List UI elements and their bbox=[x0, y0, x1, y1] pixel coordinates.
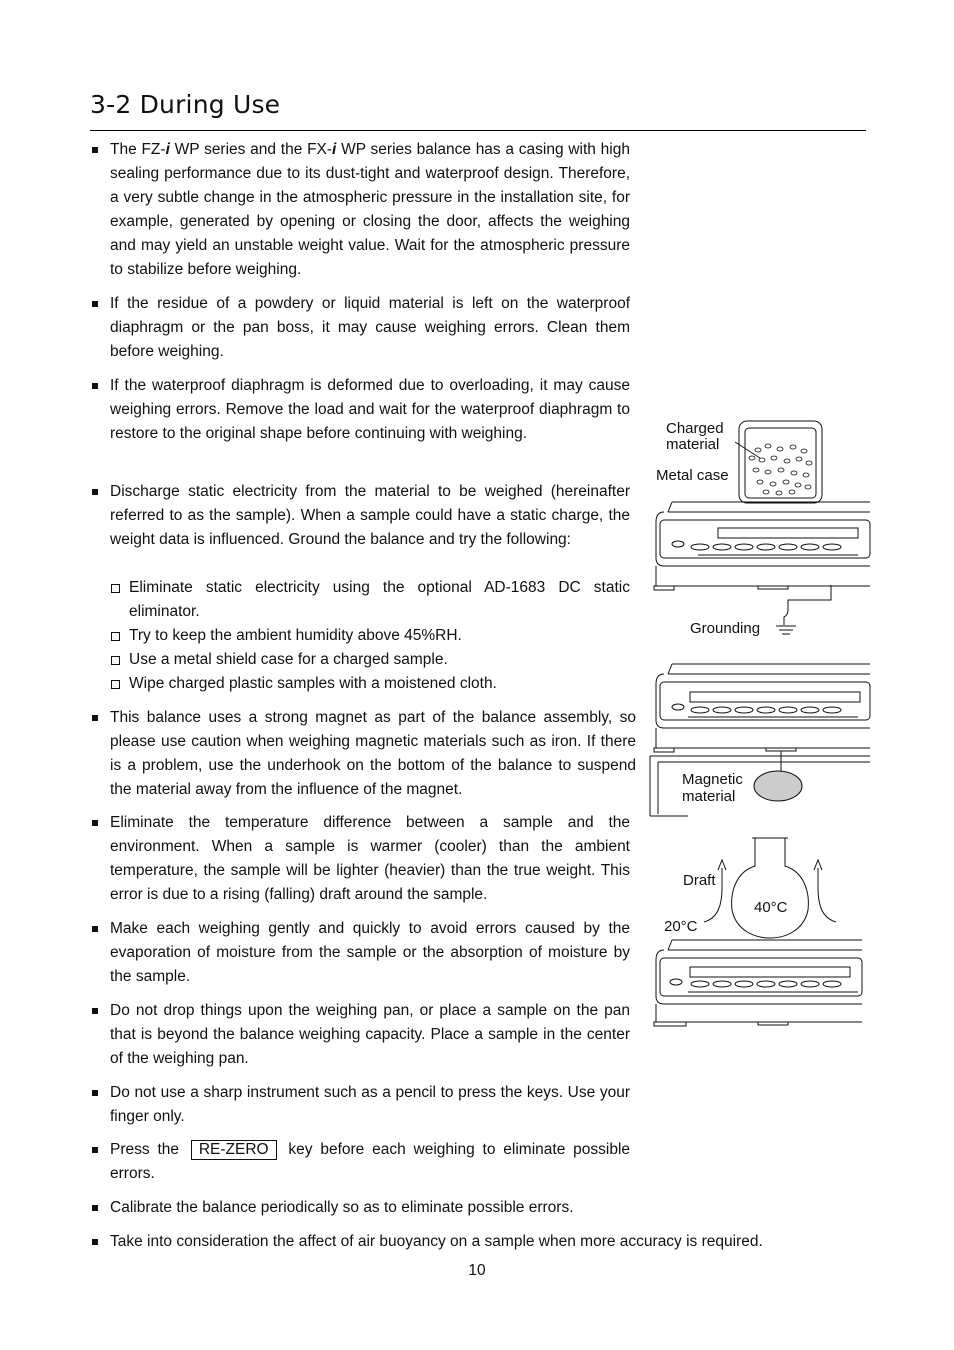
page-number: 10 bbox=[468, 1262, 486, 1279]
bullet-item bbox=[90, 374, 630, 446]
bullet-item bbox=[90, 1081, 630, 1129]
label-temp-ambient: 20°C bbox=[664, 918, 698, 935]
bullet-square bbox=[92, 301, 98, 307]
sub-item-text: Use a metal shield case for a charged sample. bbox=[129, 651, 448, 668]
bullet-item bbox=[90, 917, 630, 989]
bullet-square bbox=[92, 1090, 98, 1096]
label-metal-case: Metal case bbox=[656, 467, 729, 484]
balance-3 bbox=[654, 940, 862, 1026]
bullet-item bbox=[90, 999, 630, 1071]
bullet-text: Take into consideration the affect of air buoyancy on a sample when more accuracy is required. bbox=[110, 1233, 763, 1250]
label-charged-2: material bbox=[666, 436, 720, 453]
sub-item-text: Eliminate static electricity using the optional AD-1683 DC static eliminator. bbox=[129, 579, 630, 620]
label-draft: Draft bbox=[683, 872, 716, 889]
bullet-square bbox=[92, 926, 98, 932]
bullet-square bbox=[92, 383, 98, 389]
bullet-text-part: WP series and the FX- bbox=[169, 141, 333, 158]
bullet-item bbox=[90, 292, 630, 364]
bullet-square bbox=[92, 820, 98, 826]
bullet-text: Calibrate the balance periodically so as to eliminate possible errors. bbox=[110, 1199, 574, 1216]
bullet-text-part: WP series balance has a casing with high sealing performance due to its dust-tight and waterproof design. Therefore, a very subtle change in the atmospheric pressure in the installation site, for example, generated by opening or closing the door, affects the weighing and may yield an unstable weight value. Wait for the atmospheric pressure to stabilize before weighing. bbox=[110, 141, 630, 278]
bullet-text bbox=[110, 138, 630, 282]
bullet-text: This balance uses a strong magnet as part of the balance assembly, so please use caution when weighing magnetic materials such as iron. If there is a problem, use the underhook on the bottom of the balance to suspend the material away from the influence of the magnet. bbox=[110, 709, 636, 798]
bullet-text bbox=[110, 1138, 630, 1186]
sub-item bbox=[110, 576, 630, 624]
bullet-item bbox=[90, 706, 636, 802]
charged-particles bbox=[749, 444, 812, 495]
bullet-square bbox=[92, 147, 98, 153]
re-zero-key: RE-ZERO bbox=[191, 1140, 277, 1160]
bullet-text: If the waterproof diaphragm is deformed due to overloading, it may cause weighing errors. Remove the load and wait for the waterproof diaphragm to restore to the original shape before continuing with weighing. bbox=[110, 377, 630, 442]
sub-item bbox=[110, 672, 630, 696]
bullet-text: If the residue of a powdery or liquid material is left on the waterproof diaphragm or the pan boss, it may cause weighing errors. Clean them before weighing. bbox=[110, 295, 630, 360]
bullet-text: Do not drop things upon the weighing pan, or place a sample on the pan that is beyond the balance weighing capacity. Place a sample in the center of the weighing pan. bbox=[110, 1002, 630, 1067]
bullet-square bbox=[92, 1147, 98, 1153]
sub-item-text: Try to keep the ambient humidity above 45%RH. bbox=[129, 627, 462, 644]
bullet-item bbox=[90, 1230, 850, 1254]
metal-case-figure bbox=[735, 421, 822, 503]
bullet-square bbox=[92, 1239, 98, 1245]
sub-item-box bbox=[111, 632, 120, 641]
sub-item bbox=[110, 648, 630, 672]
italic-i: i bbox=[332, 141, 337, 158]
bullet-text-part: key before each weighing to eliminate possible errors. bbox=[110, 1141, 631, 1182]
sub-item-box bbox=[111, 680, 120, 689]
bullet-square bbox=[92, 1008, 98, 1014]
bullet-text-part: Press the bbox=[110, 1141, 179, 1158]
label-grounding: Grounding bbox=[690, 620, 761, 637]
bullet-text: Do not use a sharp instrument such as a pencil to press the keys. Use your finger only. bbox=[110, 1084, 630, 1125]
balance-1 bbox=[654, 502, 870, 634]
label-magnetic-2: material bbox=[682, 788, 736, 805]
bullet-item bbox=[90, 138, 630, 282]
sub-item-box bbox=[111, 656, 120, 665]
bullet-item bbox=[90, 811, 630, 907]
bullet-item bbox=[90, 1196, 850, 1220]
title-rule bbox=[90, 130, 866, 131]
bullet-square bbox=[92, 489, 98, 495]
sub-item-text: Wipe charged plastic samples with a moistened cloth. bbox=[129, 675, 497, 692]
key-row bbox=[672, 541, 841, 550]
bullet-item bbox=[90, 480, 630, 552]
label-charged-1: Charged bbox=[666, 420, 724, 437]
italic-i: i bbox=[165, 141, 170, 158]
bullet-text: Make each weighing gently and quickly to avoid errors caused by the evaporation of moisture from the sample or the absorption of moisture by the sample. bbox=[110, 920, 630, 985]
bullet-item bbox=[90, 1138, 630, 1186]
sub-item-box bbox=[111, 584, 120, 593]
bullet-text: Eliminate the temperature difference between a sample and the environment. When a sample is warmer (cooler) than the ambient temperature, the sample will be lighter (heavier) than the true weight. This error is due to a rising (falling) draft around the sample. bbox=[110, 814, 630, 903]
sub-item bbox=[110, 624, 630, 648]
bullet-square bbox=[92, 715, 98, 721]
balance-illustrations bbox=[648, 410, 872, 1040]
bullet-square bbox=[92, 1205, 98, 1211]
bullet-text-part: The FZ- bbox=[110, 141, 166, 158]
label-magnetic-1: Magnetic bbox=[682, 771, 743, 788]
label-temp-hot: 40°C bbox=[754, 899, 788, 916]
page-title: 3-2 During Use bbox=[90, 90, 281, 119]
flask-figure bbox=[704, 838, 836, 938]
bullet-text: Discharge static electricity from the material to be weighed (hereinafter referred to as the sample). When a sample could have a static charge, the weight data is influenced. Ground the balance and try the following: bbox=[110, 483, 630, 548]
